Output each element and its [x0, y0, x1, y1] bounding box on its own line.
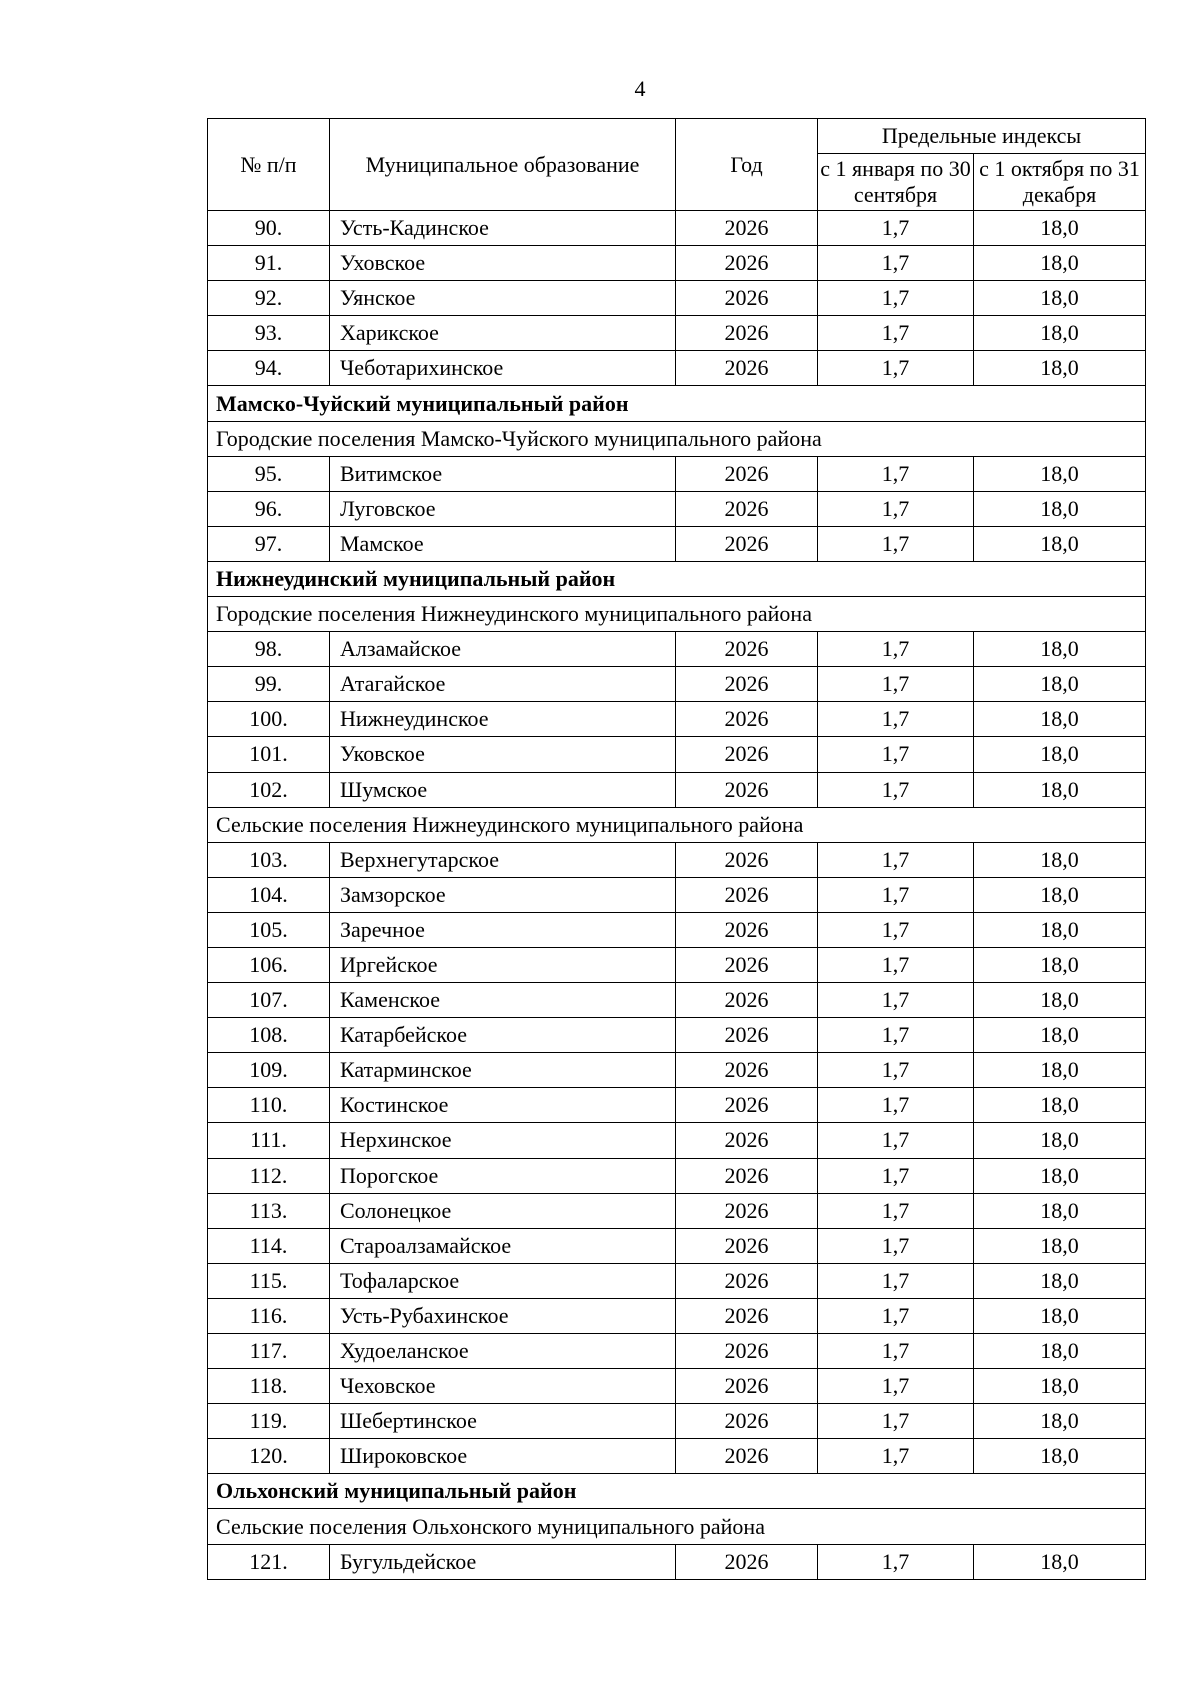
row-number: 101.	[208, 737, 330, 772]
index-oct-dec: 18,0	[974, 281, 1146, 316]
table-row	[208, 737, 1146, 772]
table-header	[208, 119, 1146, 211]
year-value: 2026	[676, 1369, 818, 1404]
index-jan-sep: 1,7	[818, 1053, 974, 1088]
municipality-name: Нижнеудинское	[330, 702, 676, 737]
table-row	[208, 1263, 1146, 1298]
municipality-name: Катарминское	[330, 1053, 676, 1088]
header-year: Год	[676, 119, 818, 211]
index-oct-dec: 18,0	[974, 737, 1146, 772]
row-number: 90.	[208, 211, 330, 246]
year-value: 2026	[676, 1123, 818, 1158]
index-jan-sep: 1,7	[818, 877, 974, 912]
index-oct-dec: 18,0	[974, 947, 1146, 982]
table-row	[208, 1404, 1146, 1439]
municipality-name: Заречное	[330, 912, 676, 947]
year-value: 2026	[676, 983, 818, 1018]
index-oct-dec: 18,0	[974, 702, 1146, 737]
row-number: 119.	[208, 1404, 330, 1439]
index-oct-dec: 18,0	[974, 1334, 1146, 1369]
year-value: 2026	[676, 1439, 818, 1474]
row-number: 100.	[208, 702, 330, 737]
row-number: 120.	[208, 1439, 330, 1474]
index-jan-sep: 1,7	[818, 281, 974, 316]
index-oct-dec: 18,0	[974, 912, 1146, 947]
index-oct-dec: 18,0	[974, 211, 1146, 246]
index-jan-sep: 1,7	[818, 1263, 974, 1298]
settlement-group-heading: Городские поселения Нижнеудинского муниципального района	[208, 597, 1146, 632]
index-oct-dec: 18,0	[974, 772, 1146, 807]
row-number: 96.	[208, 491, 330, 526]
year-value: 2026	[676, 1193, 818, 1228]
table-row	[208, 772, 1146, 807]
row-number: 92.	[208, 281, 330, 316]
district-heading: Ольхонский муниципальный район	[208, 1474, 1146, 1509]
index-jan-sep: 1,7	[818, 737, 974, 772]
row-number: 97.	[208, 526, 330, 561]
year-value: 2026	[676, 456, 818, 491]
row-number: 110.	[208, 1088, 330, 1123]
municipality-name: Худоеланское	[330, 1334, 676, 1369]
header-num: № п/п	[208, 119, 330, 211]
index-jan-sep: 1,7	[818, 702, 974, 737]
index-oct-dec: 18,0	[974, 1263, 1146, 1298]
table-row	[208, 1053, 1146, 1088]
index-jan-sep: 1,7	[818, 246, 974, 281]
table-row	[208, 456, 1146, 491]
settlement-group-row	[208, 597, 1146, 632]
municipality-name: Витимское	[330, 456, 676, 491]
index-oct-dec: 18,0	[974, 877, 1146, 912]
row-number: 121.	[208, 1544, 330, 1579]
table-row	[208, 1088, 1146, 1123]
year-value: 2026	[676, 772, 818, 807]
settlement-group-heading: Городские поселения Мамско-Чуйского муниципального района	[208, 421, 1146, 456]
municipality-name: Чеботарихинское	[330, 351, 676, 386]
index-oct-dec: 18,0	[974, 1018, 1146, 1053]
index-jan-sep: 1,7	[818, 912, 974, 947]
row-number: 109.	[208, 1053, 330, 1088]
index-jan-sep: 1,7	[818, 351, 974, 386]
index-jan-sep: 1,7	[818, 1544, 974, 1579]
municipality-name: Уянское	[330, 281, 676, 316]
row-number: 117.	[208, 1334, 330, 1369]
municipality-name: Староалзамайское	[330, 1228, 676, 1263]
table-row	[208, 351, 1146, 386]
municipality-name: Иргейское	[330, 947, 676, 982]
municipality-name: Замзорское	[330, 877, 676, 912]
municipality-name: Бугульдейское	[330, 1544, 676, 1579]
index-oct-dec: 18,0	[974, 1088, 1146, 1123]
index-jan-sep: 1,7	[818, 1334, 974, 1369]
index-jan-sep: 1,7	[818, 1123, 974, 1158]
index-oct-dec: 18,0	[974, 316, 1146, 351]
year-value: 2026	[676, 667, 818, 702]
index-jan-sep: 1,7	[818, 491, 974, 526]
district-heading-row	[208, 561, 1146, 596]
table-row	[208, 1193, 1146, 1228]
table-body	[208, 211, 1146, 1580]
municipality-name: Уковское	[330, 737, 676, 772]
index-oct-dec: 18,0	[974, 1123, 1146, 1158]
index-oct-dec: 18,0	[974, 1369, 1146, 1404]
row-number: 113.	[208, 1193, 330, 1228]
year-value: 2026	[676, 1053, 818, 1088]
municipality-name: Порогское	[330, 1158, 676, 1193]
index-jan-sep: 1,7	[818, 667, 974, 702]
municipality-name: Широковское	[330, 1439, 676, 1474]
index-jan-sep: 1,7	[818, 772, 974, 807]
index-oct-dec: 18,0	[974, 1298, 1146, 1333]
row-number: 106.	[208, 947, 330, 982]
row-number: 107.	[208, 983, 330, 1018]
year-value: 2026	[676, 1404, 818, 1439]
municipality-name: Катарбейское	[330, 1018, 676, 1053]
row-number: 105.	[208, 912, 330, 947]
index-oct-dec: 18,0	[974, 491, 1146, 526]
year-value: 2026	[676, 211, 818, 246]
table-row	[208, 526, 1146, 561]
index-jan-sep: 1,7	[818, 1298, 974, 1333]
year-value: 2026	[676, 351, 818, 386]
row-number: 102.	[208, 772, 330, 807]
row-number: 115.	[208, 1263, 330, 1298]
row-number: 91.	[208, 246, 330, 281]
settlement-group-row	[208, 421, 1146, 456]
row-number: 114.	[208, 1228, 330, 1263]
index-oct-dec: 18,0	[974, 1158, 1146, 1193]
row-number: 111.	[208, 1123, 330, 1158]
table-row	[208, 1228, 1146, 1263]
table-row	[208, 912, 1146, 947]
row-number: 99.	[208, 667, 330, 702]
municipality-name: Костинское	[330, 1088, 676, 1123]
municipality-name: Усть-Кадинское	[330, 211, 676, 246]
municipality-name: Чеховское	[330, 1369, 676, 1404]
row-number: 116.	[208, 1298, 330, 1333]
row-number: 98.	[208, 632, 330, 667]
year-value: 2026	[676, 316, 818, 351]
index-jan-sep: 1,7	[818, 1193, 974, 1228]
index-oct-dec: 18,0	[974, 526, 1146, 561]
year-value: 2026	[676, 1158, 818, 1193]
table-row	[208, 211, 1146, 246]
table-row	[208, 842, 1146, 877]
index-oct-dec: 18,0	[974, 842, 1146, 877]
municipality-name: Усть-Рубахинское	[330, 1298, 676, 1333]
year-value: 2026	[676, 632, 818, 667]
municipality-name: Тофаларское	[330, 1263, 676, 1298]
index-jan-sep: 1,7	[818, 1439, 974, 1474]
table-row	[208, 1334, 1146, 1369]
table-row	[208, 1298, 1146, 1333]
index-jan-sep: 1,7	[818, 1369, 974, 1404]
municipality-name: Алзамайское	[330, 632, 676, 667]
index-jan-sep: 1,7	[818, 456, 974, 491]
municipality-name: Каменское	[330, 983, 676, 1018]
row-number: 112.	[208, 1158, 330, 1193]
index-oct-dec: 18,0	[974, 1404, 1146, 1439]
header-period-oct-dec: с 1 октября по 31 декабря	[974, 154, 1146, 211]
district-heading: Мамско-Чуйский муниципальный район	[208, 386, 1146, 421]
row-number: 103.	[208, 842, 330, 877]
index-oct-dec: 18,0	[974, 632, 1146, 667]
index-oct-dec: 18,0	[974, 1228, 1146, 1263]
table-row	[208, 947, 1146, 982]
index-jan-sep: 1,7	[818, 842, 974, 877]
year-value: 2026	[676, 947, 818, 982]
index-jan-sep: 1,7	[818, 632, 974, 667]
index-oct-dec: 18,0	[974, 246, 1146, 281]
year-value: 2026	[676, 912, 818, 947]
index-oct-dec: 18,0	[974, 1439, 1146, 1474]
table-row	[208, 1018, 1146, 1053]
year-value: 2026	[676, 877, 818, 912]
municipality-name: Солонецкое	[330, 1193, 676, 1228]
header-group-indices: Предельные индексы	[818, 119, 1146, 154]
index-oct-dec: 18,0	[974, 983, 1146, 1018]
table-row	[208, 281, 1146, 316]
index-oct-dec: 18,0	[974, 667, 1146, 702]
table-row	[208, 632, 1146, 667]
table-row	[208, 1544, 1146, 1579]
table-row	[208, 1369, 1146, 1404]
year-value: 2026	[676, 526, 818, 561]
index-oct-dec: 18,0	[974, 1193, 1146, 1228]
table-row	[208, 983, 1146, 1018]
year-value: 2026	[676, 246, 818, 281]
year-value: 2026	[676, 1088, 818, 1123]
settlement-group-heading: Сельские поселения Нижнеудинского муниципального района	[208, 807, 1146, 842]
settlement-group-heading: Сельские поселения Ольхонского муниципального района	[208, 1509, 1146, 1544]
municipality-name: Шебертинское	[330, 1404, 676, 1439]
year-value: 2026	[676, 1228, 818, 1263]
index-oct-dec: 18,0	[974, 351, 1146, 386]
municipality-name: Уховское	[330, 246, 676, 281]
index-jan-sep: 1,7	[818, 526, 974, 561]
municipality-name: Верхнегутарское	[330, 842, 676, 877]
municipality-name: Мамское	[330, 526, 676, 561]
table-row	[208, 702, 1146, 737]
municipality-name: Харикское	[330, 316, 676, 351]
index-jan-sep: 1,7	[818, 1088, 974, 1123]
index-oct-dec: 18,0	[974, 1544, 1146, 1579]
table-row	[208, 316, 1146, 351]
municipality-name: Нерхинское	[330, 1123, 676, 1158]
year-value: 2026	[676, 491, 818, 526]
year-value: 2026	[676, 1334, 818, 1369]
indices-table	[207, 118, 1146, 1580]
table-row	[208, 1439, 1146, 1474]
table-row	[208, 667, 1146, 702]
index-jan-sep: 1,7	[818, 1158, 974, 1193]
row-number: 108.	[208, 1018, 330, 1053]
year-value: 2026	[676, 281, 818, 316]
index-jan-sep: 1,7	[818, 1404, 974, 1439]
table-row	[208, 1158, 1146, 1193]
row-number: 118.	[208, 1369, 330, 1404]
index-jan-sep: 1,7	[818, 947, 974, 982]
year-value: 2026	[676, 737, 818, 772]
index-jan-sep: 1,7	[818, 983, 974, 1018]
year-value: 2026	[676, 1018, 818, 1053]
index-oct-dec: 18,0	[974, 1053, 1146, 1088]
index-oct-dec: 18,0	[974, 456, 1146, 491]
row-number: 95.	[208, 456, 330, 491]
table-row	[208, 246, 1146, 281]
row-number: 104.	[208, 877, 330, 912]
district-heading: Нижнеудинский муниципальный район	[208, 561, 1146, 596]
municipality-name: Атагайское	[330, 667, 676, 702]
settlement-group-row	[208, 807, 1146, 842]
year-value: 2026	[676, 842, 818, 877]
row-number: 93.	[208, 316, 330, 351]
year-value: 2026	[676, 702, 818, 737]
municipality-name: Шумское	[330, 772, 676, 807]
header-municipality: Муниципальное образование	[330, 119, 676, 211]
table-row	[208, 877, 1146, 912]
year-value: 2026	[676, 1298, 818, 1333]
municipality-name: Луговское	[330, 491, 676, 526]
district-heading-row	[208, 386, 1146, 421]
year-value: 2026	[676, 1544, 818, 1579]
index-jan-sep: 1,7	[818, 1228, 974, 1263]
row-number: 94.	[208, 351, 330, 386]
page-number: 4	[634, 76, 646, 101]
index-jan-sep: 1,7	[818, 211, 974, 246]
index-jan-sep: 1,7	[818, 316, 974, 351]
table-row	[208, 1123, 1146, 1158]
index-jan-sep: 1,7	[818, 1018, 974, 1053]
table-row	[208, 491, 1146, 526]
settlement-group-row	[208, 1509, 1146, 1544]
year-value: 2026	[676, 1263, 818, 1298]
header-period-jan-sep: с 1 января по 30 сентября	[818, 154, 974, 211]
district-heading-row	[208, 1474, 1146, 1509]
